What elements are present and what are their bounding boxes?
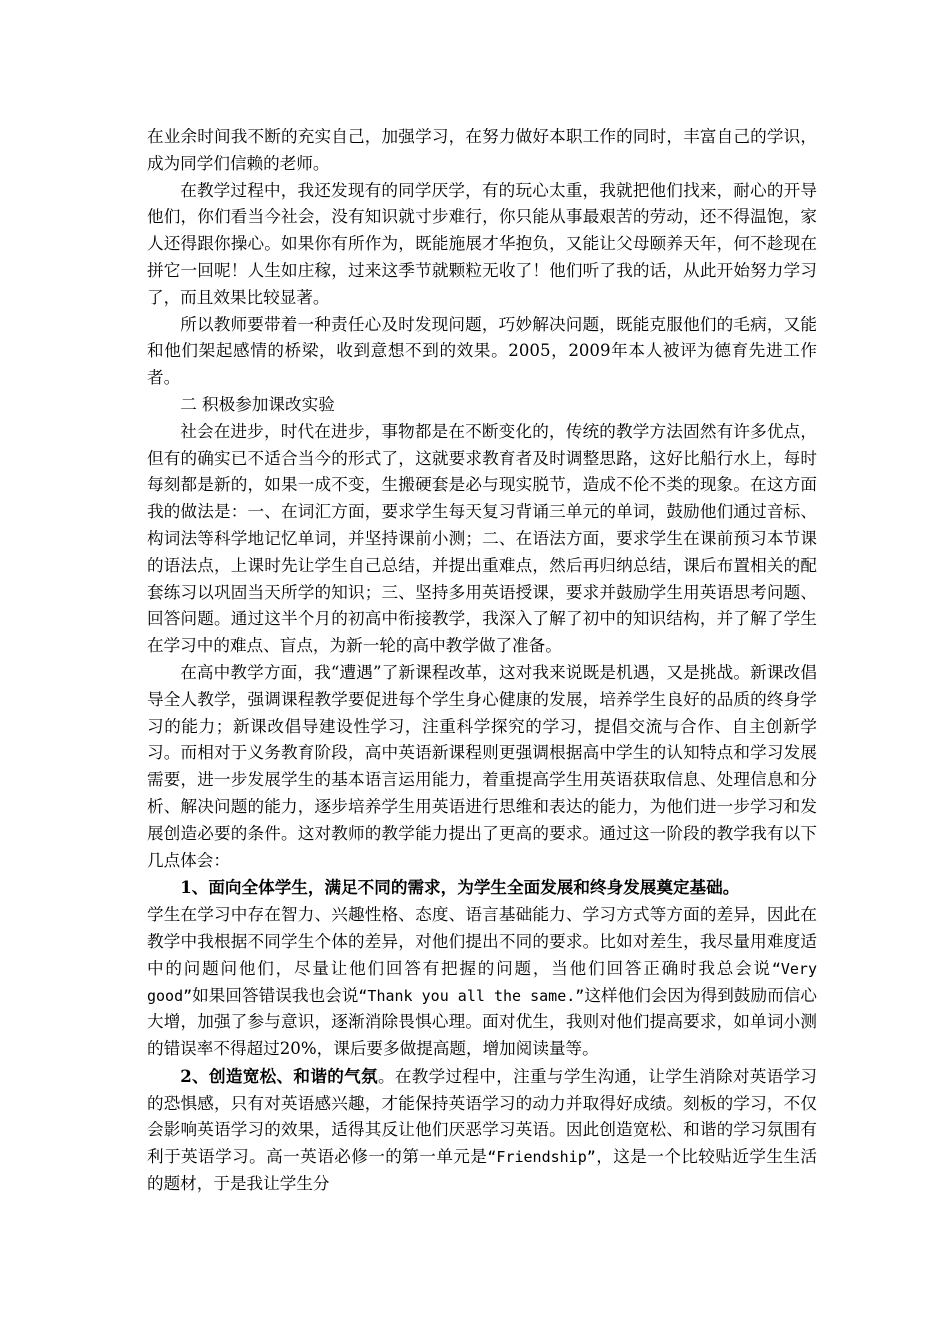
paragraph-1: 在业余时间我不断的充实自己，加强学习，在努力做好本职工作的同时，丰富自己的学识，成为同学们信赖的老师。 [147, 127, 817, 173]
paragraph-6-body [147, 902, 817, 1063]
paragraph-6-text-a: 学生在学习中存在智力、兴趣性格、态度、语言基础能力、学习方式等方面的差异，因此在教学中我根据不同学生个体的差异，对他们提出不同的要求。比如对差生，我尽量用难度适中的问题问他们，尽量让他们回答有把握的问题，当他们回答正确时我总会说 [147, 905, 817, 978]
quote-friendship: “Friendship” [487, 1148, 596, 1167]
paragraph-4: 社会在进步，时代在进步，事物都是在不断变化的，传统的教学方法固然有许多优点，但有的确实已不适合当今的形式了，这就要求教育者及时调整思路，这好比船行水上，每时每刻都是新的，如果一成不变，生搬硬套是必与现实脱节，造成不伦不类的现象。在这方面我的做法是：一、在词汇方面，要求学生每天复习背诵三单元的单词，鼓励他们通过音标、构词法等科学地记忆单词，并坚持课前小测；二、在语法方面，要求学生在课前预习本节课的语法点，上课时先让学生自己总结，并提出重难点，然后再归纳总结，课后布置相关的配套练习以巩固当天所学的知识；三、坚持多用英语授课，要求并鼓励学生用英语思考问题、回答问题。通过这半个月的初高中衔接教学，我深入了解了初中的知识结构，并了解了学生在学习中的难点、盲点，为新一轮的高中教学做了准备。 [147, 421, 817, 656]
paragraph-6-text-c: 这样他们会因为得到鼓励而信心大增，加强了参与意识，逐渐消除畏惧心理。面对优生，我则对他们提高要求，如单词小测的错误率不得超过20%，课后要多做提高题，增加阅读量等。 [147, 985, 818, 1059]
paragraph-6-heading [147, 874, 817, 902]
quote-thank-you: “Thank you all the same.” [358, 986, 585, 1005]
paragraph-7-text-a: 。在教学过程中，注重与学生沟通，让学生消除对英语学习的恐惧感，只有对英语感兴趣，才能保持英语学习的动力并取得好成绩。刻板的学习，不仅会影响英语学习的效果，适得其反让他们厌恶学习英语。因此创造宽松、和谐的学习氛围有利于英语学习。高一英语必修一的第一单元是 [147, 1066, 818, 1167]
paragraph-3: 所以教师要带着一种责任心及时发现问题，巧妙解决问题，既能克服他们的毛病，又能和他们架起感情的桥梁，收到意想不到的效果。2005，2009年本人被评为德育先进工作者。 [147, 314, 817, 388]
document-page [147, 124, 817, 1198]
paragraph-6-text-b: 如果回答错误我也会说 [192, 985, 359, 1005]
paragraph-7-text-b: ，这是一个比较贴近学生生活的题材，于是我让学生分 [147, 1147, 818, 1194]
quote-very-good: “Very good” [147, 959, 817, 1005]
paragraph-7 [147, 1063, 817, 1198]
paragraph-5: 在高中教学方面，我“遭遇”了新课程改革，这对我来说既是机遇，又是挑战。新课改倡导全人教学，强调课程教学要促进每个学生身心健康的发展，培养学生良好的品质的终身学习的能力；新课改倡导建设性学习，注重科学探究的学习，提倡交流与合作、自主创新学习。而相对于义务教育阶段，高中英语新课程则更强调根据高中学生的认知特点和学习发展需要，进一步发展学生的基本语言运用能力，着重提高学生用英语获取信息、处理信息和分析、解决问题的能力，逐步培养学生用英语进行思维和表达的能力，为他们进一步学习和发展创造必要的条件。这对教师的教学能力提出了更高的要求。通过这一阶段的教学我有以下几点体会： [147, 662, 817, 870]
section-heading-2: 二 积极参加课改实验 [180, 394, 335, 414]
point-1-heading: 1、面向全体学生，满足不同的需求，为学生全面发展和终身发展奠定基础。 [180, 877, 740, 898]
point-2-heading: 2、创造宽松、和谐的气氛 [180, 1065, 378, 1086]
paragraph-2: 在教学过程中，我还发现有的同学厌学，有的玩心太重，我就把他们找来，耐心的开导他们，你们看当今社会，没有知识就寸步难行，你只能从事最艰苦的劳动，还不得温饱，家人还得跟你操心。如果你有所作为，既能施展才华抱负，又能让父母颐养天年，何不趁现在拼它一回呢！人生如庄稼，过来这季节就颗粒无收了！他们听了我的话，从此开始努力学习了，而且效果比较显著。 [147, 180, 817, 307]
